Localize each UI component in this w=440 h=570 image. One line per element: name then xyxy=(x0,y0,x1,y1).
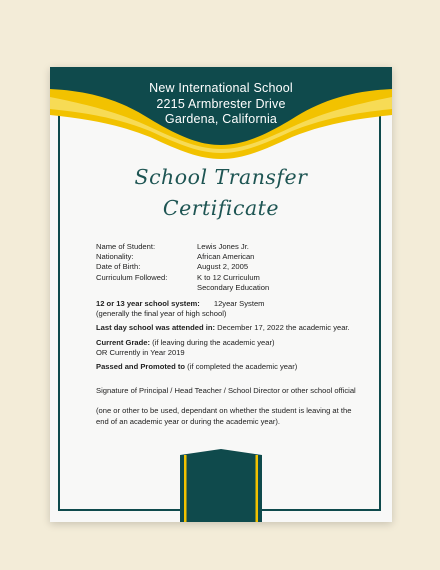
field-value: K to 12 Curriculum xyxy=(197,272,260,282)
current-grade-label: Current Grade: xyxy=(96,337,151,347)
current-grade-note: (if leaving during the academic year) xyxy=(150,337,275,347)
school-name: New International School xyxy=(149,81,293,95)
school-street: 2215 Armbrester Drive xyxy=(156,96,286,111)
school-system-note: (generally the final year of high school) xyxy=(96,309,227,319)
certificate-sheet xyxy=(50,67,392,522)
bottom-ribbon xyxy=(50,67,392,522)
field-label: Curriculum Followed: xyxy=(96,272,168,282)
field-value: Lewis Jones Jr. xyxy=(197,242,249,251)
field-label: Date of Birth: xyxy=(96,262,141,272)
school-system-label: 12 or 13 year school system: xyxy=(96,299,200,309)
school-system-value: 12year System xyxy=(213,299,265,309)
last-day-value: December 17, 2022 the academic year. xyxy=(215,323,350,333)
field-label: Name of Student: xyxy=(96,242,156,251)
last-day-label: Last day school was attended in: xyxy=(96,323,215,333)
certificate-title-line1: School Transfer xyxy=(134,165,308,189)
passed-label: Passed and Promoted to xyxy=(96,362,186,372)
field-value: African American xyxy=(197,252,255,262)
field-value: August 2, 2005 xyxy=(197,262,249,272)
field-label: Nationality: xyxy=(96,252,134,262)
field-value: Secondary Education xyxy=(197,282,270,292)
certificate-title-line2: Certificate xyxy=(162,196,280,220)
footnote: (one or other to be used, dependant on whether the student is leaving at the end of an academic year or during the academic year). xyxy=(96,406,352,426)
current-grade-alt: OR Currently in Year 2019 xyxy=(96,347,185,357)
school-city: Gardena, California xyxy=(164,112,278,126)
signature-line: Signature of Principal / Head Teacher / School Director or other school official xyxy=(96,386,356,396)
passed-note: (if completed the academic year) xyxy=(185,362,298,372)
